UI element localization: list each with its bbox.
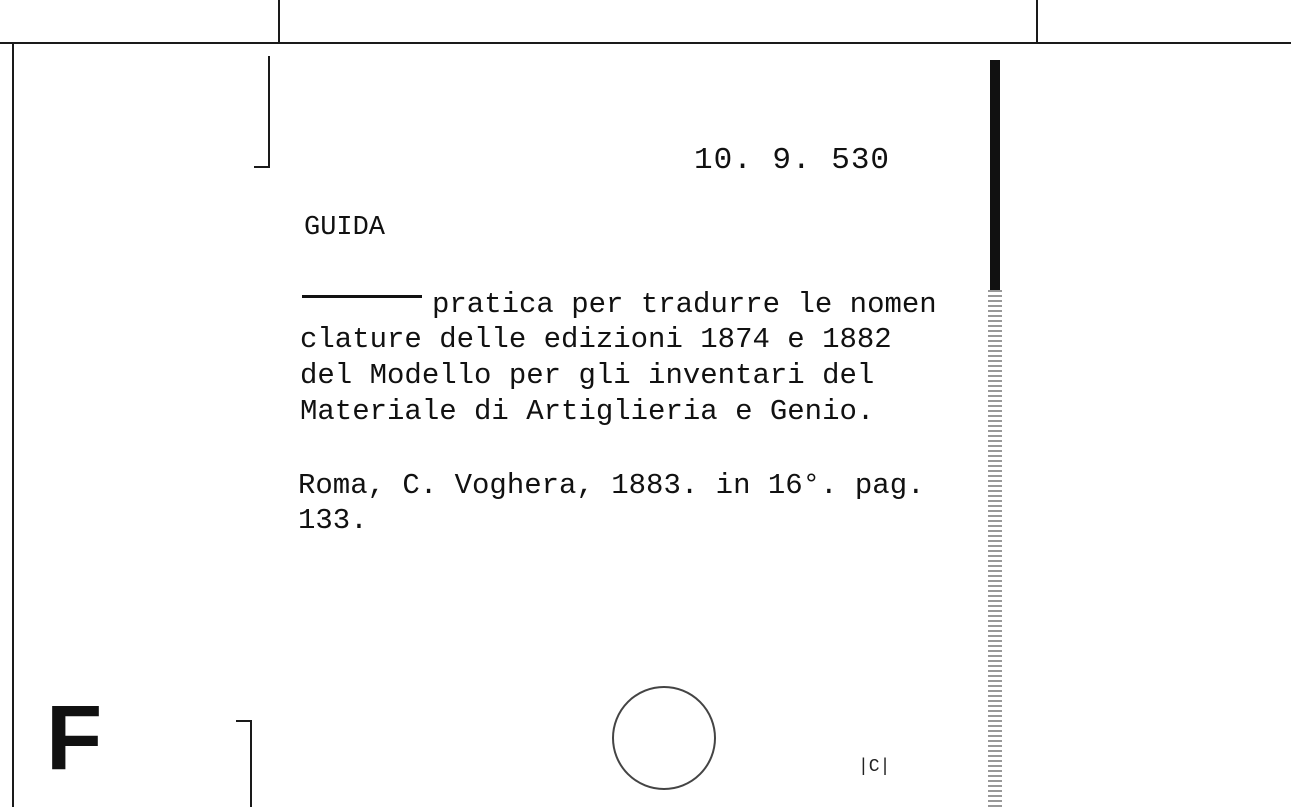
title-line-2: clature delle edizioni 1874 e 1882 [300,323,892,356]
top-divider-right [1036,0,1038,44]
shelfmark: 10. 9. 530 [694,143,891,178]
bracket-vertical [268,56,270,168]
top-border-line [0,42,1291,44]
bracket-foot [254,166,270,168]
bottom-bracket-vertical [250,720,252,807]
imprint-line-1: Roma, C. Voghera, 1883. in 16°. pag. [298,469,925,502]
imprint-line-2: 133. [298,504,368,537]
card-edge-speckle [988,290,1002,807]
punch-hole-circle [612,686,716,790]
catalog-heading: GUIDA [304,213,386,243]
top-divider-left [278,0,280,44]
title-dash [302,295,422,298]
title-line-4: Materiale di Artiglieria e Genio. [300,395,875,428]
title-line-1: pratica per tradurre le nomen [432,288,937,321]
corner-mark: |C| [858,757,891,777]
left-border-line [12,42,14,807]
title-line-3: del Modello per gli inventari del [300,359,875,392]
stamp-letter: F [46,687,103,789]
card-edge-bar [990,60,1000,290]
bottom-bracket-top [236,720,252,722]
